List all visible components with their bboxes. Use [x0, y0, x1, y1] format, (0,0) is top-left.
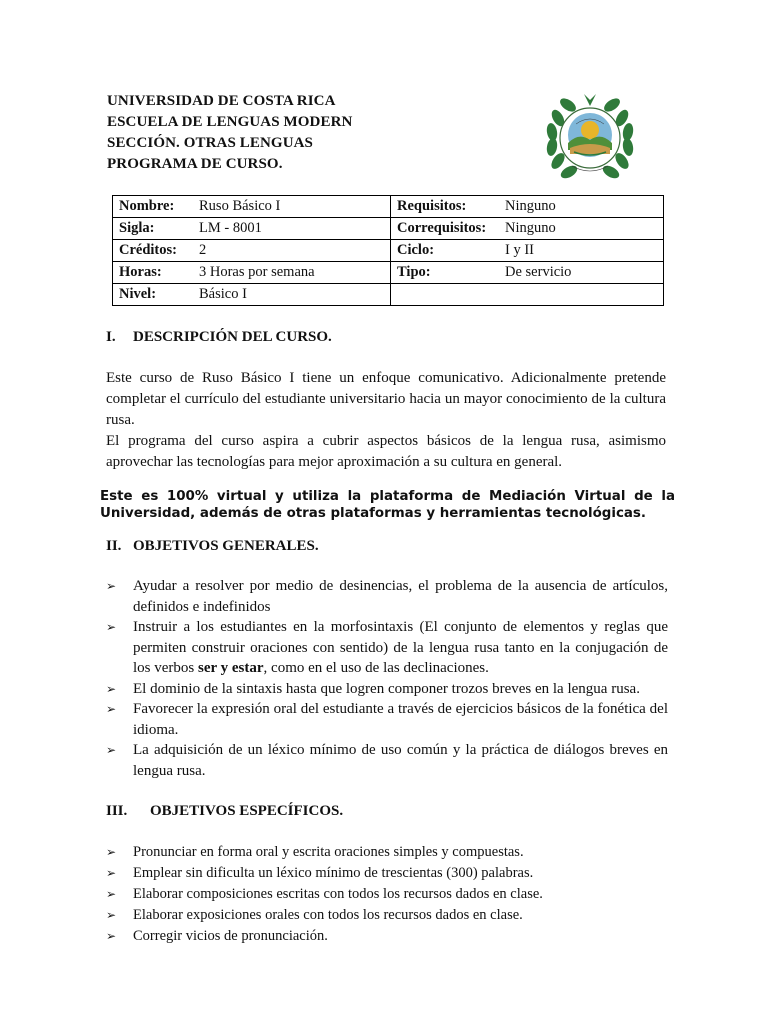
list-item: ➢ Corregir vicios de pronunciación.	[106, 926, 668, 947]
field-label-sigla: Sigla:	[119, 220, 155, 236]
emphasis-ser-estar: ser y estar	[198, 660, 264, 676]
field-value-tipo: De servicio	[505, 264, 572, 280]
table-cell	[113, 240, 391, 262]
field-label-tipo: Tipo:	[397, 264, 431, 280]
field-value-creditos: 2	[199, 242, 207, 258]
table-row	[113, 218, 664, 240]
course-description	[106, 368, 666, 473]
table-cell	[113, 262, 391, 284]
section-3-heading	[106, 803, 343, 820]
table-row	[113, 196, 664, 218]
course-info-table	[112, 195, 664, 306]
list-item: ➢ Instruir a los estudiantes en la morfosintaxis (El conjunto de elementos y reglas que permiten construir oraciones con sentido) de la lengua rusa tanto en la conjugación de los verbos ser y estar, como en el uso de las declinaciones.	[106, 619, 668, 676]
section-2-heading	[106, 538, 319, 555]
field-label-ciclo: Ciclo:	[397, 242, 435, 258]
arrow-bullet-icon: ➢	[106, 681, 117, 696]
field-label-creditos: Créditos:	[119, 242, 178, 258]
arrow-bullet-icon: ➢	[106, 845, 117, 859]
section-3-title: OBJETIVOS ESPECÍFICOS.	[150, 803, 344, 819]
header-line-university: UNIVERSIDAD DE COSTA RICA	[107, 93, 336, 109]
table-cell-empty	[391, 284, 664, 306]
section-2-number: II.	[106, 538, 122, 554]
arrow-bullet-icon: ➢	[106, 743, 117, 757]
section-3-number: III.	[106, 803, 128, 819]
header-line-section: SECCIÓN. OTRAS LENGUAS	[107, 135, 313, 151]
table-cell	[113, 218, 391, 240]
table-cell	[113, 284, 391, 306]
list-item: ➢ La adquisición de un léxico mínimo de uso común y la práctica de diálogos breves en lengua rusa.	[106, 742, 668, 779]
table-cell	[391, 218, 664, 240]
list-item: ➢ Elaborar exposiciones orales con todos los recursos dados en clase.	[106, 905, 668, 926]
description-paragraph: Este curso de Ruso Básico I tiene un enfoque comunicativo. Adicionalmente pretende completar el currículo del estudiante universitario hacia un mayor conocimiento de la cultura rusa.	[106, 370, 666, 428]
table-row	[113, 284, 664, 306]
field-value-correquisitos: Ninguno	[505, 220, 556, 236]
list-item: ➢ Pronunciar en forma oral y escrita oraciones simples y compuestas.	[106, 842, 668, 863]
list-item: ➢ El dominio de la sintaxis hasta que logren componer trozos breves en la lengua rusa.	[106, 679, 668, 700]
list-item: ➢ Favorecer la expresión oral del estudiante a través de ejercicios básicos de la fonética del idioma.	[106, 701, 668, 738]
list-item: ➢ Elaborar composiciones escritas con todos los recursos dados en clase.	[106, 884, 668, 905]
field-value-nombre: Ruso Básico I	[199, 198, 281, 214]
field-label-nivel: Nivel:	[119, 286, 157, 302]
field-label-horas: Horas:	[119, 264, 162, 280]
university-seal-logo	[544, 88, 636, 188]
virtual-course-note: Este es 100% virtual y utiliza la plataforma de Mediación Virtual de la Universidad, además de otras plataformas y herramientas tecnológicas.	[100, 489, 675, 521]
header-line-school: ESCUELA DE LENGUAS MODERN	[107, 114, 353, 130]
section-1-number: I.	[106, 329, 116, 345]
table-cell	[113, 196, 391, 218]
arrow-bullet-icon: ➢	[106, 702, 117, 716]
list-item: ➢ Ayudar a resolver por medio de desinencias, el problema de la ausencia de artículos, definidos e indefinidos	[106, 578, 668, 615]
section-1-title: DESCRIPCIÓN DEL CURSO.	[133, 329, 332, 345]
field-value-ciclo: I y II	[505, 242, 534, 258]
arrow-bullet-icon: ➢	[106, 620, 117, 634]
table-cell	[391, 196, 664, 218]
table-row	[113, 240, 664, 262]
field-value-sigla: LM - 8001	[199, 220, 262, 236]
table-cell	[391, 240, 664, 262]
arrow-bullet-icon: ➢	[106, 866, 117, 880]
arrow-bullet-icon: ➢	[106, 887, 117, 901]
arrow-bullet-icon: ➢	[106, 908, 117, 922]
institution-header	[107, 91, 352, 175]
field-value-requisitos: Ninguno	[505, 198, 556, 214]
field-value-nivel: Básico I	[199, 286, 247, 302]
arrow-bullet-icon: ➢	[106, 579, 117, 593]
table-row	[113, 262, 664, 284]
section-1-heading	[106, 329, 332, 346]
specific-objectives-list	[106, 842, 668, 947]
field-label-nombre: Nombre:	[119, 198, 175, 214]
section-2-title: OBJETIVOS GENERALES.	[133, 538, 319, 554]
list-item: ➢ Emplear sin dificulta un léxico mínimo de trescientas (300) palabras.	[106, 863, 668, 884]
general-objectives-list	[106, 576, 668, 781]
table-cell	[391, 262, 664, 284]
header-line-program: PROGRAMA DE CURSO.	[107, 156, 283, 172]
description-paragraph: El programa del curso aspira a cubrir aspectos básicos de la lengua rusa, asimismo aprovechar las tecnologías para mejor aproximación a su cultura en general.	[106, 433, 666, 470]
arrow-bullet-icon: ➢	[106, 929, 117, 943]
field-label-correquisitos: Correquisitos:	[397, 220, 487, 236]
field-label-requisitos: Requisitos:	[397, 198, 467, 214]
field-value-horas: 3 Horas por semana	[199, 264, 315, 280]
